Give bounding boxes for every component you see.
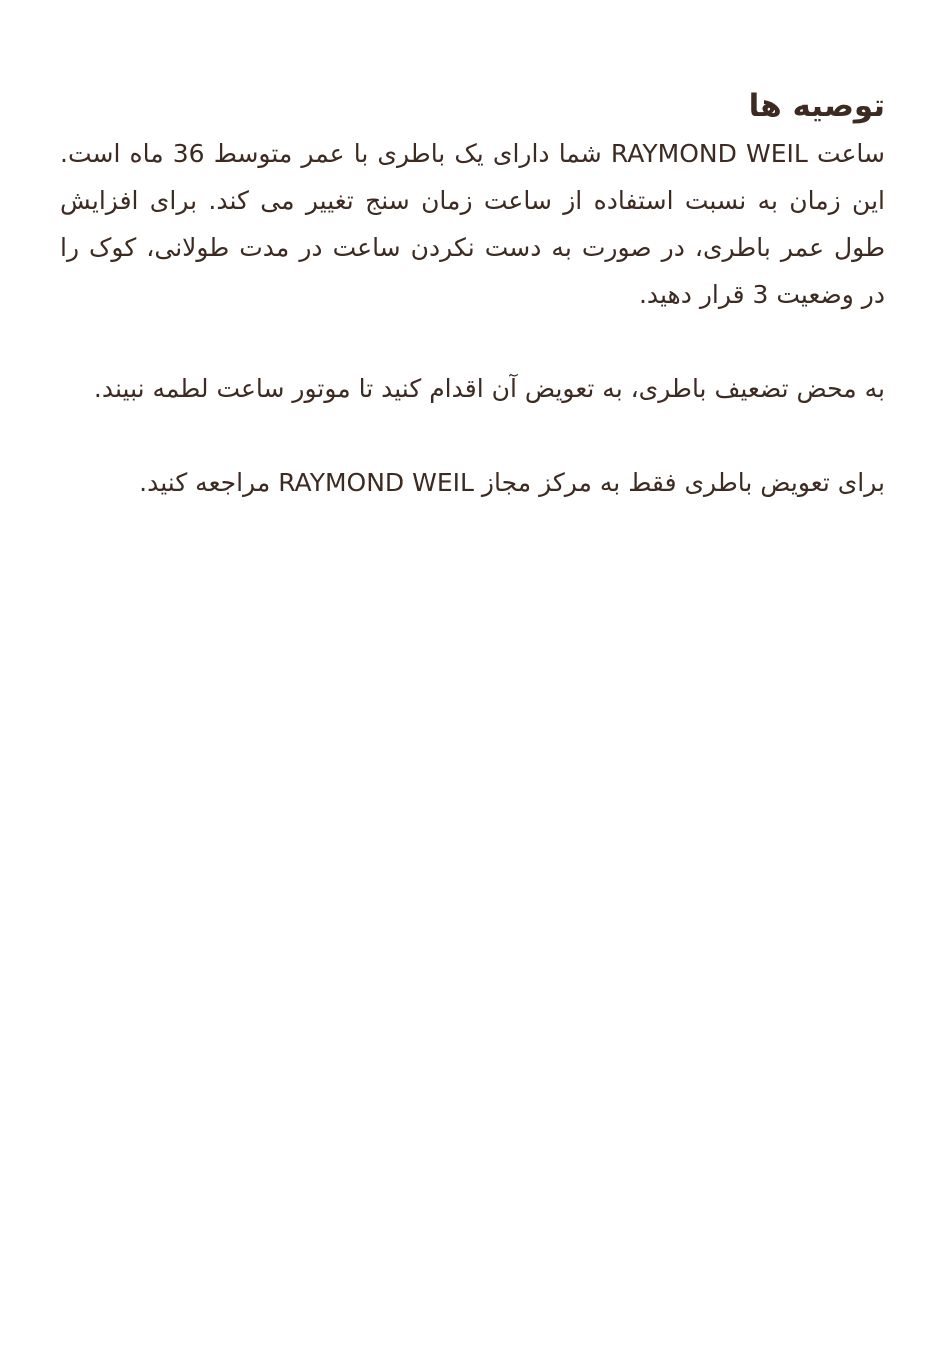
battery-replacement-paragraph: به محض تضعیف باطری، به تعویض آن اقدام کنید تا موتور ساعت لطمه نبیند. — [93, 374, 885, 403]
section-heading: توصیه ها — [748, 88, 885, 124]
service-center-paragraph: برای تعویض باطری فقط به مرکز مجاز RAYMOND WEIL مراجعه کنید. — [139, 468, 885, 497]
battery-life-paragraph: ساعت RAYMOND WEIL شما دارای یک باطری با عمر متوسط 36 ماه است. این زمان به نسبت استفاده از ساعت زمان سنج تغییر می کند. برای افزایش طول عمر باطری، در صورت به دست نکردن ساعت در مدت طولانی، کوک را در وضعیت 3 قرار دهید. — [60, 139, 885, 309]
recommendations-section — [60, 82, 885, 506]
